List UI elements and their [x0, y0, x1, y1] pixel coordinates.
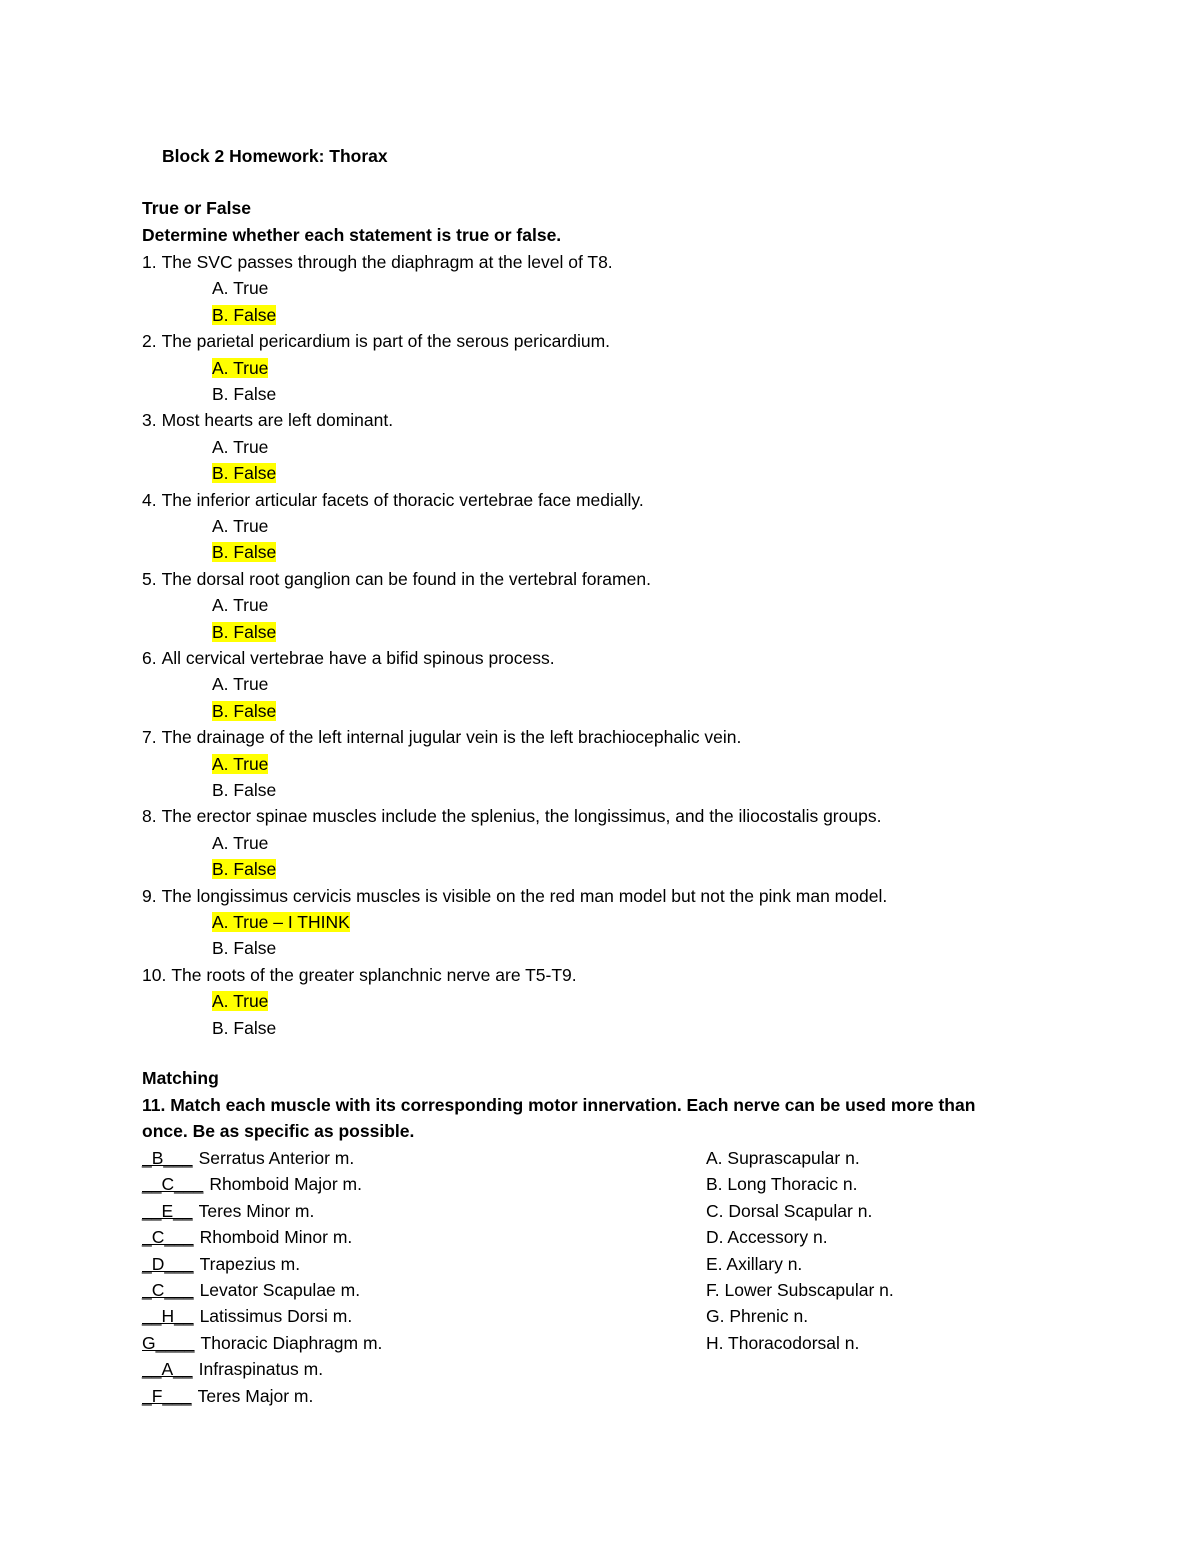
question-number: 10. [142, 964, 167, 985]
option-true: A. True [212, 753, 269, 774]
muscle-item [142, 1384, 313, 1408]
muscle-item [142, 1331, 382, 1355]
option-true: A. True [212, 674, 269, 695]
muscle-item [142, 1225, 352, 1249]
tf-question [142, 329, 610, 353]
question-number: 9. [142, 885, 157, 906]
answer-blank: _F___ [142, 1385, 192, 1406]
tf-option-row [212, 461, 276, 485]
option-false: B. False [212, 304, 277, 325]
question-text: The dorsal root ganglion can be found in the vertebral foramen. [161, 568, 651, 589]
question-text: The parietal pericardium is part of the serous pericardium. [161, 331, 611, 352]
answer-blank: __H__ [142, 1306, 194, 1327]
nerve-item: H. Thoracodorsal n. [706, 1332, 860, 1353]
tf-option-row [212, 303, 276, 327]
option-false: B. False [212, 780, 277, 800]
tf-option-row [212, 910, 350, 934]
question-number: 6. [142, 648, 157, 668]
tf-question [142, 884, 887, 908]
option-true: A. True [212, 595, 269, 616]
muscle-item [142, 1304, 352, 1328]
answer-blank: __E__ [142, 1200, 193, 1221]
tf-question [142, 488, 644, 512]
tf-question [142, 250, 613, 274]
tf-option-row [212, 752, 268, 776]
muscle-name: Rhomboid Minor m. [199, 1227, 353, 1248]
option-true: A. True – I THINK [212, 912, 350, 932]
tf-question [142, 963, 577, 987]
answer-blank: __C___ [142, 1174, 204, 1195]
option-false: B. False [212, 621, 277, 642]
tf-option-row [212, 435, 268, 459]
tf-question [142, 646, 555, 670]
option-true: A. True [212, 516, 269, 536]
tf-option-row [212, 1016, 276, 1040]
matching-heading: Matching [142, 1068, 219, 1088]
muscle-item [142, 1278, 360, 1302]
question-text: The roots of the greater splanchnic nerve are T5-T9. [171, 964, 577, 985]
tf-option-row [212, 540, 276, 564]
muscle-name: Serratus Anterior m. [198, 1148, 355, 1168]
question-text: The drainage of the left internal jugular vein is the left brachiocephalic vein. [161, 727, 742, 748]
option-false: B. False [212, 542, 277, 563]
option-false: B. False [212, 463, 277, 484]
muscle-name: Infraspinatus m. [198, 1359, 324, 1380]
question-number: 8. [142, 806, 157, 827]
answer-blank: _C___ [142, 1227, 194, 1248]
tf-option-row [212, 514, 268, 538]
tf-option-row [212, 989, 268, 1013]
option-true: A. True [212, 832, 269, 853]
answer-blank: __A__ [142, 1359, 193, 1380]
question-number: 5. [142, 568, 157, 589]
muscle-item [142, 1146, 354, 1170]
option-false: B. False [212, 384, 277, 404]
muscle-name: Teres Minor m. [198, 1200, 315, 1221]
question-number: 4. [142, 489, 157, 510]
option-false: B. False [212, 700, 277, 721]
tf-option-row [212, 936, 276, 960]
question-number: 1. [142, 252, 157, 272]
document-title: Block 2 Homework: Thorax [162, 146, 388, 166]
question-number: 7. [142, 727, 157, 748]
answer-blank: _C___ [142, 1280, 194, 1300]
option-true: A. True [212, 991, 269, 1012]
tf-option-row [212, 593, 268, 617]
option-false: B. False [212, 1017, 277, 1038]
option-false: B. False [212, 938, 277, 959]
question-text: The erector spinae muscles include the splenius, the longissimus, and the iliocostalis groups. [161, 806, 882, 827]
question-text: Most hearts are left dominant. [161, 410, 394, 431]
matching-prompt-line2: once. Be as specific as possible. [142, 1121, 415, 1141]
nerve-item: B. Long Thoracic n. [706, 1174, 858, 1195]
muscle-item [142, 1252, 300, 1276]
tf-option-row [212, 620, 276, 644]
muscle-item [142, 1199, 314, 1223]
muscle-name: Levator Scapulae m. [199, 1280, 361, 1300]
option-true: A. True [212, 436, 269, 457]
muscle-item [142, 1357, 323, 1381]
nerve-item: D. Accessory n. [706, 1227, 828, 1248]
muscle-name: Teres Major m. [197, 1385, 314, 1406]
muscle-name: Trapezius m. [199, 1253, 301, 1274]
tf-option-row [212, 356, 268, 380]
tf-option-row [212, 672, 268, 696]
answer-blank: _D___ [142, 1253, 194, 1274]
question-number: 3. [142, 410, 157, 431]
answer-blank: _B___ [142, 1148, 193, 1168]
question-text: The inferior articular facets of thoracic vertebrae face medially. [161, 489, 644, 510]
muscle-item [142, 1172, 362, 1196]
question-text: The longissimus cervicis muscles is visible on the red man model but not the pink man model. [161, 885, 888, 906]
nerve-item: E. Axillary n. [706, 1253, 803, 1274]
muscle-name: Thoracic Diaphragm m. [200, 1332, 383, 1353]
option-false: B. False [212, 859, 277, 880]
tf-option-row [212, 699, 276, 723]
muscle-name: Latissimus Dorsi m. [199, 1306, 353, 1327]
nerve-item: C. Dorsal Scapular n. [706, 1200, 873, 1221]
nerve-item: F. Lower Subscapular n. [706, 1280, 894, 1300]
tf-heading: True or False [142, 198, 251, 218]
muscle-name: Rhomboid Major m. [209, 1174, 363, 1195]
question-text: All cervical vertebrae have a bifid spinous process. [161, 648, 555, 668]
option-true: A. True [212, 357, 269, 378]
tf-option-row [212, 831, 268, 855]
question-text: The SVC passes through the diaphragm at the level of T8. [161, 252, 613, 272]
tf-instructions: Determine whether each statement is true or false. [142, 225, 562, 245]
tf-option-row [212, 276, 268, 300]
question-number: 2. [142, 331, 157, 352]
tf-question [142, 804, 881, 828]
nerve-item: A. Suprascapular n. [706, 1148, 860, 1168]
tf-option-row [212, 857, 276, 881]
tf-question [142, 567, 651, 591]
matching-prompt-line1: 11. Match each muscle with its corresponding motor innervation. Each nerve can be used more than [142, 1095, 976, 1115]
answer-blank: G____ [142, 1332, 195, 1353]
tf-option-row [212, 382, 276, 406]
nerve-item: G. Phrenic n. [706, 1306, 809, 1327]
tf-option-row [212, 778, 276, 802]
option-true: A. True [212, 278, 269, 299]
tf-question [142, 725, 741, 749]
tf-question [142, 408, 393, 432]
